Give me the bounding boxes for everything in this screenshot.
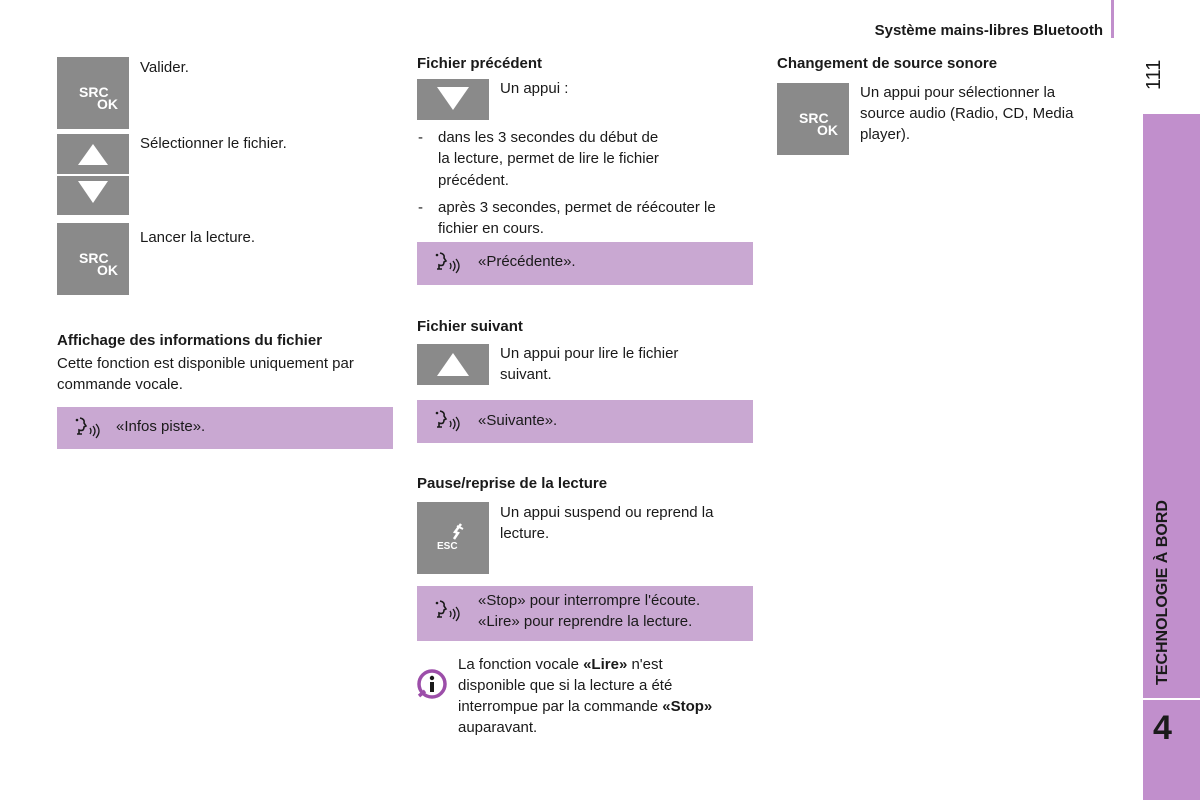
- arrow-down-icon: [57, 176, 129, 216]
- up-button: [417, 344, 489, 385]
- chapter-number: 4: [1153, 709, 1172, 747]
- hang-up-icon: [417, 502, 489, 574]
- voice-command-icon: [433, 598, 463, 628]
- info-icon: [416, 668, 448, 700]
- voice-command-icon: [433, 250, 463, 280]
- src-label: SRC: [79, 84, 109, 100]
- voice-command-bar: [57, 407, 393, 449]
- note-bold-lire: «Lire»: [583, 656, 628, 673]
- info-text-line2: commande vocale.: [57, 376, 183, 393]
- prev-bullet2-line1: après 3 secondes, permet de réécouter le: [438, 199, 716, 216]
- info-heading: Affichage des informations du fichier: [57, 332, 323, 349]
- arrow-up-icon: [57, 134, 129, 174]
- pause-heading: Pause/reprise de la lecture: [417, 475, 608, 492]
- src-ok-button: [57, 57, 129, 129]
- select-file-text: Sélectionner le fichier.: [140, 135, 287, 152]
- prev-press-text: Un appui :: [500, 80, 569, 97]
- voice-play-text: «Lire» pour reprendre la lecture.: [478, 613, 693, 630]
- prev-bullet1-line1: dans les 3 secondes du début de: [438, 129, 659, 146]
- arrow-down-icon: [417, 79, 489, 120]
- voice-command-bar: [417, 586, 753, 641]
- ok-label: OK: [97, 262, 118, 278]
- note-text: La fonction vocale: [458, 656, 584, 673]
- chapter-sidebar: [1143, 114, 1200, 800]
- down-button: [417, 79, 489, 120]
- start-play-text: Lancer la lecture.: [140, 229, 256, 246]
- source-heading: Changement de source sonore: [777, 55, 998, 72]
- note-text: interrompue par la commande: [458, 698, 663, 715]
- esc-button: [417, 502, 489, 574]
- voice-stop-text: «Stop» pour interrompre l'écoute.: [478, 592, 701, 609]
- next-text-line2: suivant.: [500, 366, 552, 383]
- prev-bullet2-line2: fichier en cours.: [438, 220, 544, 237]
- bullet-dash-2: -: [418, 199, 423, 216]
- source-text-line1: Un appui pour sélectionner la: [860, 84, 1056, 101]
- voice-infos-text: «Infos piste».: [116, 418, 206, 435]
- note-bold-stop: «Stop»: [662, 698, 713, 715]
- voice-prev-text: «Précédente».: [478, 253, 576, 270]
- note-line4: auparavant.: [458, 719, 538, 736]
- bullet-dash-1: -: [418, 129, 423, 146]
- next-heading: Fichier suivant: [417, 318, 523, 335]
- note-line2: disponible que si la lecture a été: [458, 677, 673, 694]
- source-text-line3: player).: [860, 126, 911, 143]
- prev-bullet1-line2: la lecture, permet de lire le fichier: [438, 150, 659, 167]
- section-label: TECHNOLOGIE À BORD: [1154, 500, 1171, 685]
- page-number: 111: [1143, 59, 1165, 90]
- voice-command-bar: [417, 400, 753, 443]
- voice-command-icon: [73, 415, 103, 445]
- esc-label: ESC: [437, 541, 458, 552]
- validate-text: Valider.: [140, 59, 189, 76]
- src-ok-button-3: [777, 83, 849, 155]
- header-title: Système mains-libres Bluetooth: [874, 22, 1103, 39]
- note-line3: [458, 696, 712, 717]
- up-down-button: [57, 134, 129, 215]
- voice-next-text: «Suivante».: [478, 412, 558, 429]
- prev-heading: Fichier précédent: [417, 55, 543, 72]
- next-text-line1: Un appui pour lire le fichier: [500, 345, 679, 362]
- voice-command-bar: [417, 242, 753, 285]
- info-text-line1: Cette fonction est disponible uniquement par: [57, 355, 354, 372]
- ok-label: OK: [817, 122, 838, 138]
- prev-bullet1-line3: précédent.: [438, 172, 509, 189]
- source-text-line2: source audio (Radio, CD, Media: [860, 105, 1074, 122]
- pause-text-line1: Un appui suspend ou reprend la: [500, 504, 714, 521]
- src-label: SRC: [79, 250, 109, 266]
- voice-command-icon: [433, 408, 463, 438]
- pause-text-line2: lecture.: [500, 525, 550, 542]
- src-label: SRC: [799, 110, 829, 126]
- src-ok-button-2: [57, 223, 129, 295]
- note-text: n'est: [627, 656, 663, 673]
- sidebar-divider: [1143, 698, 1200, 700]
- header-divider: [1111, 0, 1114, 38]
- ok-label: OK: [97, 96, 118, 112]
- note-line1: [458, 654, 663, 675]
- arrow-up-icon: [417, 344, 489, 385]
